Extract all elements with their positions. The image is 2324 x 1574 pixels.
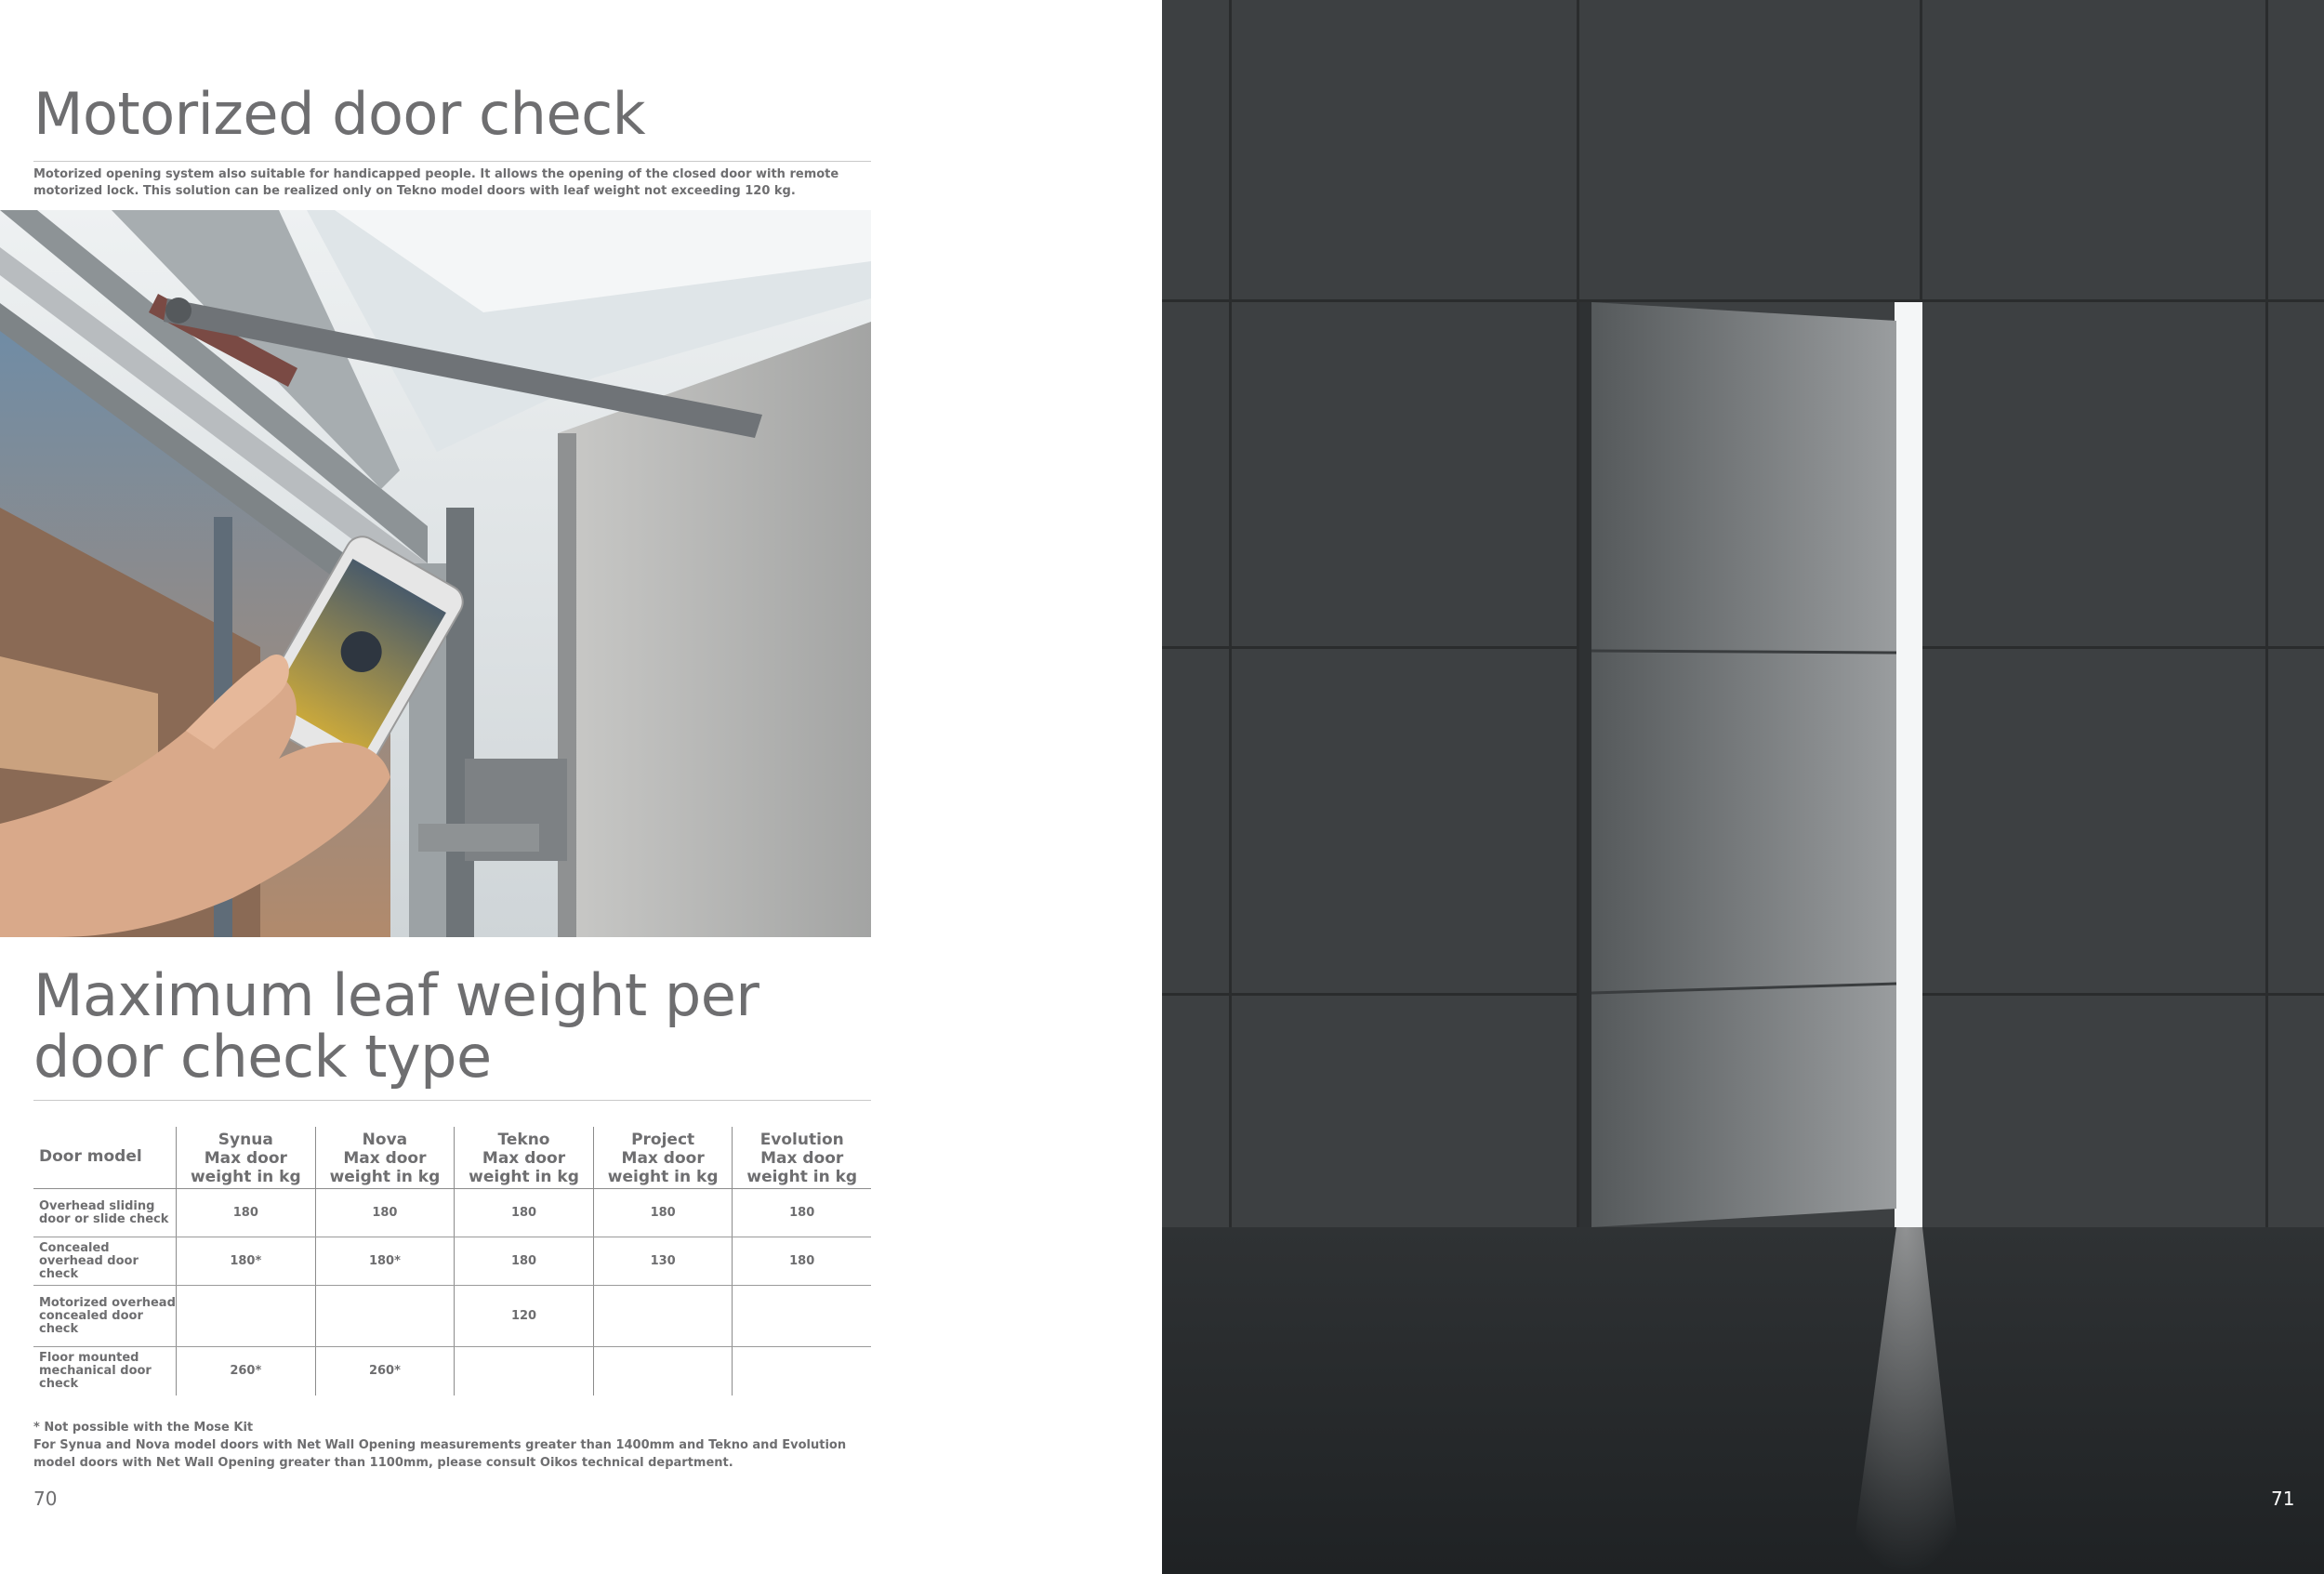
flush-door-photo <box>1162 0 2324 1574</box>
column-line2: Max door <box>482 1149 566 1168</box>
table-cell <box>593 1286 733 1347</box>
column-header-synua <box>177 1127 316 1189</box>
table-header-row <box>33 1127 871 1189</box>
table-cell: 260* <box>177 1347 316 1395</box>
table-cell: 180 <box>733 1189 871 1237</box>
table-cell: 120 <box>455 1286 594 1347</box>
table-cell: 130 <box>593 1237 733 1286</box>
leaf-weight-table <box>33 1127 871 1395</box>
column-model: Nova <box>362 1131 408 1149</box>
column-header-nova <box>315 1127 455 1189</box>
column-model: Synua <box>218 1131 273 1149</box>
table-cell <box>593 1347 733 1395</box>
column-line3: weight in kg <box>329 1168 441 1186</box>
column-line3: weight in kg <box>469 1168 579 1186</box>
footnote-consult: For Synua and Nova model doors with Net Wall Opening measurements greater than 1400mm and Tekno and Evolution model doors with Net Wall Opening greater than 1100mm, please consult Oikos technical department. <box>33 1438 847 1470</box>
table-row <box>33 1189 871 1237</box>
column-line2: Max door <box>204 1149 287 1168</box>
row-label: Overhead sliding door or slide check <box>33 1189 177 1237</box>
table-cell: 180 <box>455 1237 594 1286</box>
intro-text: Motorized opening system also suitable for handicapped people. It allows the opening of the closed door with remote motorized lock. This solution can be realized only on Tekno model doors with leaf weight not exceeding 120 kg. <box>33 167 839 198</box>
title-divider <box>33 161 871 162</box>
column-model: Tekno <box>497 1131 550 1149</box>
table-cell: 180* <box>177 1237 316 1286</box>
table-cell: 180 <box>593 1189 733 1237</box>
table-row <box>33 1286 871 1347</box>
table-cell: 180 <box>177 1189 316 1237</box>
column-header-tekno <box>455 1127 594 1189</box>
column-header-project <box>593 1127 733 1189</box>
column-model: Project <box>631 1131 695 1149</box>
table-cell: 180* <box>315 1237 455 1286</box>
column-line3: weight in kg <box>607 1168 719 1186</box>
table-cell: 260* <box>315 1347 455 1395</box>
row-label: Motorized overhead concealed door check <box>33 1286 177 1347</box>
table-cell <box>733 1286 871 1347</box>
page-number-left: 70 <box>33 1488 58 1510</box>
table-row <box>33 1237 871 1286</box>
row-label: Floor mounted mechanical door check <box>39 1350 152 1391</box>
table-cell <box>315 1286 455 1347</box>
column-header-evolution <box>733 1127 871 1189</box>
table-title: Maximum leaf weight per door check type <box>33 961 759 1091</box>
column-line3: weight in kg <box>190 1168 301 1186</box>
table-cell: 180 <box>733 1237 871 1286</box>
table-cell: 180 <box>315 1189 455 1237</box>
column-line2: Max door <box>343 1149 427 1168</box>
table-cell <box>455 1347 594 1395</box>
footnote <box>33 1419 870 1472</box>
footnote-asterisk: * Not possible with the Mose Kit <box>33 1421 254 1435</box>
page-number-right: 71 <box>2271 1488 2295 1510</box>
table-cell <box>733 1347 871 1395</box>
column-model: Evolution <box>759 1131 844 1149</box>
column-header-door-model: Door model <box>33 1127 177 1189</box>
right-page <box>1162 0 2324 1574</box>
table-cell: 180 <box>455 1189 594 1237</box>
door-check-photo <box>0 210 871 937</box>
column-line2: Max door <box>760 1149 844 1168</box>
column-line3: weight in kg <box>746 1168 858 1186</box>
column-line2: Max door <box>621 1149 705 1168</box>
table-row <box>33 1347 871 1395</box>
page-title: Motorized door check <box>33 80 646 148</box>
motorized-door-check-image <box>0 210 871 937</box>
table-title-divider <box>33 1100 871 1101</box>
table-cell <box>177 1286 316 1347</box>
row-label: Concealed overhead door check <box>33 1237 177 1286</box>
